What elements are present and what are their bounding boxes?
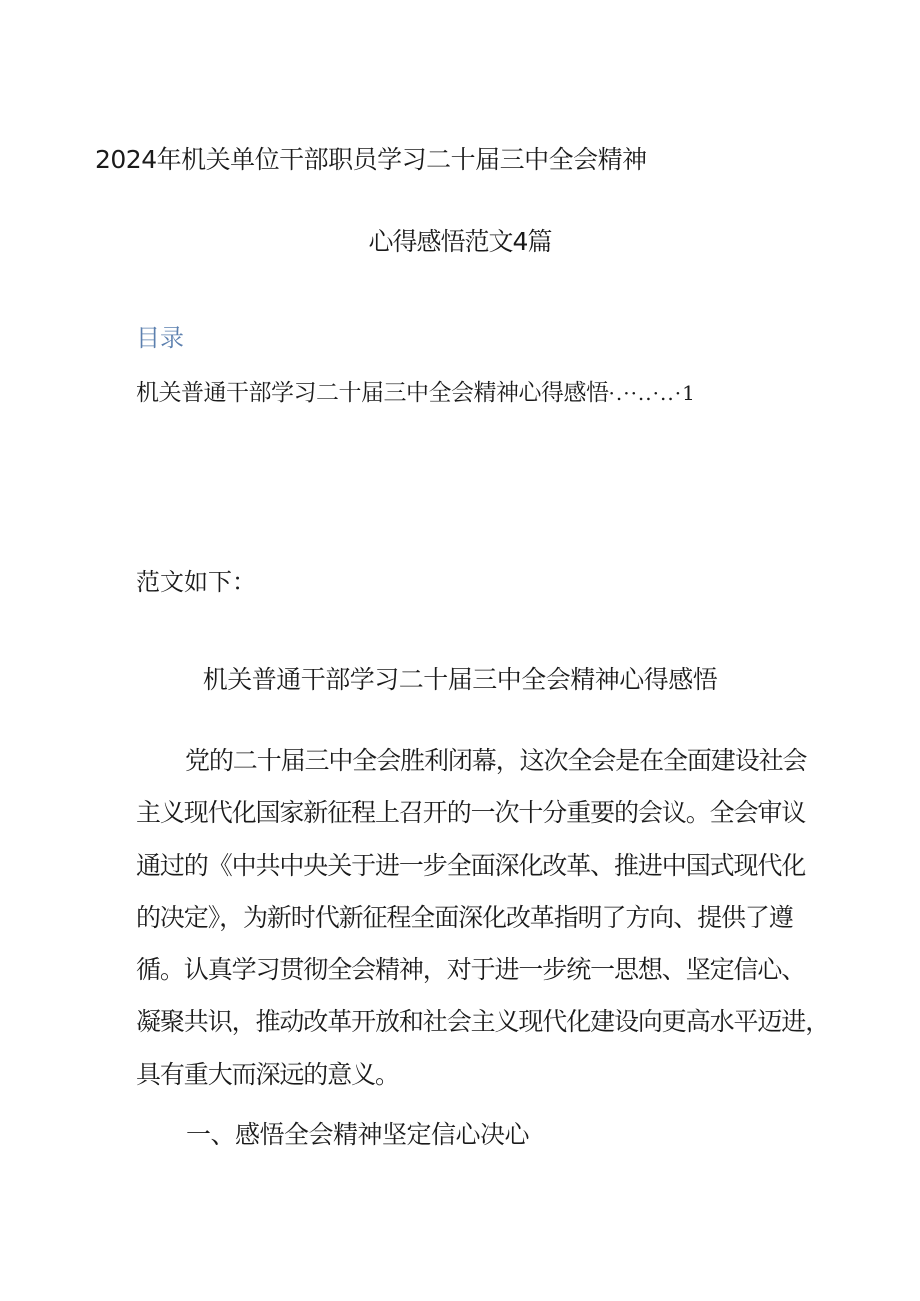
document-title-line1: 2024年机关单位干部职员学习二十届三中全会精神 (95, 145, 647, 174)
toc-heading: 目录 (136, 324, 184, 352)
paragraph-line: 的决定》，为新时代新征程全面深化改革指明了方向、提供了遵 (136, 902, 793, 932)
toc-entry-page: 1 (682, 381, 696, 405)
toc-entry-text: 机关普通干部学习二十届三中全会精神心得感悟 (136, 380, 609, 406)
paragraph-line: 主义现代化国家新征程上召开的一次十分重要的会议。全会审议 (136, 798, 806, 828)
paragraph-line: 具有重大而深远的意义。 (136, 1059, 399, 1089)
essay-title: 机关普通干部学习二十届三中全会精神心得感悟 (202, 665, 718, 694)
paragraph-line: 循。认真学习贯彻全会精神，对于进一步统一思想、坚定信心、 (136, 955, 806, 985)
section-heading: 一、感悟全会精神坚定信心决心 (186, 1120, 530, 1149)
body-paragraph (136, 741, 836, 1107)
toc-entry[interactable] (136, 374, 696, 407)
toc-entry-dots: ·.··..·..· (608, 381, 683, 405)
paragraph-line: 党的二十届三中全会胜利闭幕，这次全会是在全面建设社会 (185, 746, 807, 775)
document-title-line2: 心得感悟范文4篇 (368, 227, 552, 256)
paragraph-line: 通过的《中共中央关于进一步全面深化改革、推进中国式现代化 (136, 850, 806, 880)
intro-text: 范文如下： (136, 568, 256, 596)
paragraph-line: 凝聚共识，推动改革开放和社会主义现代化建设向更高水平迈进， (136, 1007, 830, 1037)
